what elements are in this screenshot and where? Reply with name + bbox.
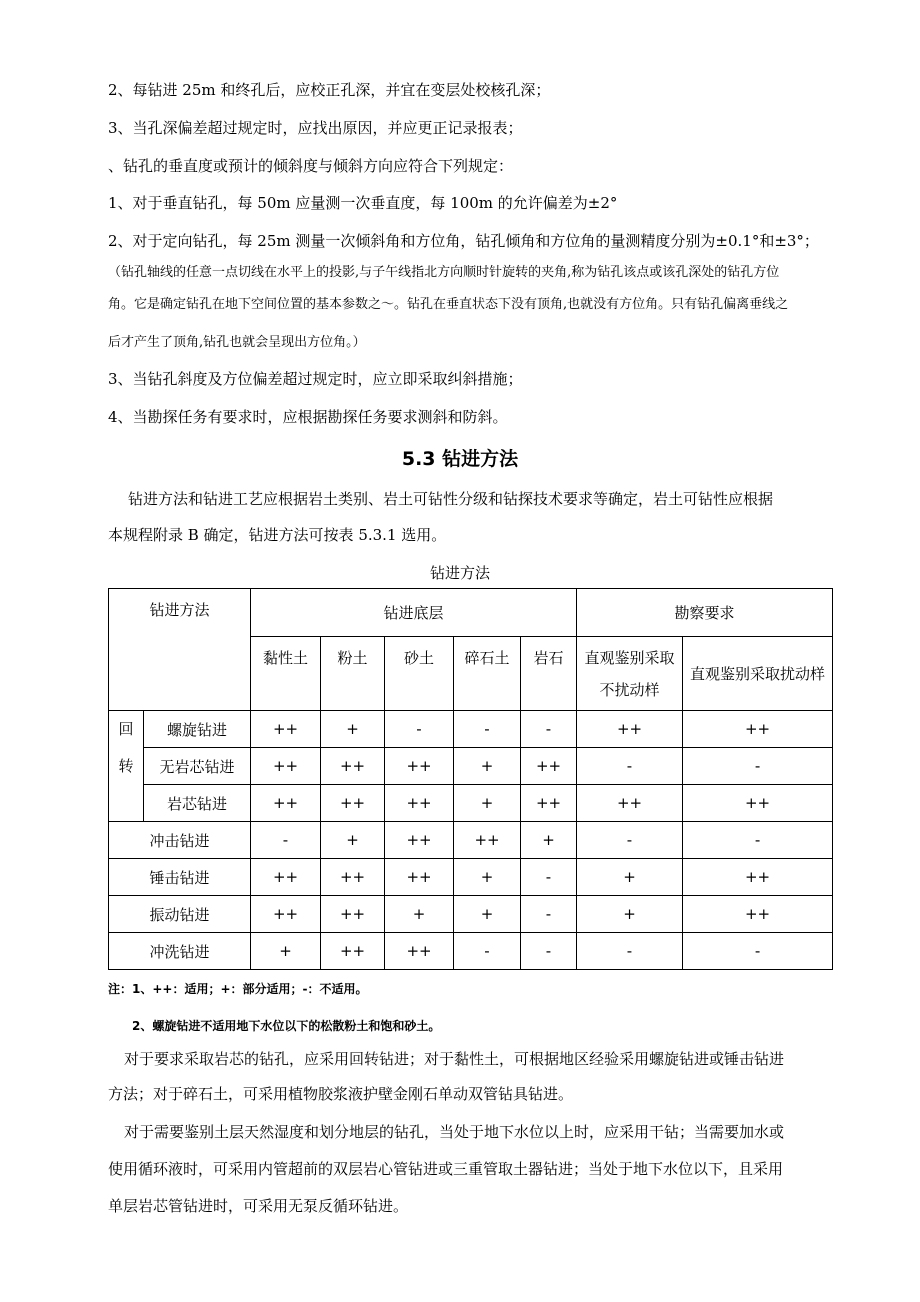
header-stratum: 钻进底层 [251, 589, 577, 637]
header-stratum-silt: 粉土 [321, 637, 385, 711]
header-stratum-gravel: 碎石土 [454, 637, 521, 711]
header-requirement: 勘察要求 [577, 589, 833, 637]
paragraph-moisture-3: 单层岩芯管钻进时，可采用无泵反循环钻进。 [108, 1197, 409, 1215]
table-cell: - [683, 822, 833, 859]
table-cell: ++ [577, 785, 683, 822]
table-cell: ++ [521, 748, 577, 785]
table-cell: + [577, 896, 683, 933]
header-stratum-rock: 岩石 [521, 637, 577, 711]
paragraph-core-sampling-1: 对于要求采取岩芯的钻孔，应采用回转钻进；对于黏性土，可根据地区经验采用螺旋钻进或锤击钻进 [124, 1050, 785, 1068]
table-cell: ++ [385, 822, 454, 859]
table-cell: + [251, 933, 321, 970]
paragraph-inclination-correction: 3、当钻孔斜度及方位偏差超过规定时，应立即采取纠斜措施； [108, 370, 523, 388]
table-cell: ++ [251, 711, 321, 748]
table-cell: ++ [683, 896, 833, 933]
table-cell: ++ [321, 785, 385, 822]
table-cell: - [251, 822, 321, 859]
table-cell: + [521, 822, 577, 859]
row-name: 冲击钻进 [109, 822, 251, 859]
paragraph-depth-deviation: 3、当孔深偏差超过规定时，应找出原因，并应更正记录报表； [108, 119, 523, 137]
paragraph-survey-requirement: 4、当勘探任务有要求时，应根据勘探任务要求测斜和防斜。 [108, 408, 508, 426]
table-cell: + [454, 748, 521, 785]
table-cell: ++ [577, 711, 683, 748]
table-cell: ++ [251, 859, 321, 896]
paragraph-moisture-2: 使用循环液时，可采用内管超前的双层岩心管钻进或三重管取土器钻进；当处于地下水位以下，且采用 [108, 1160, 784, 1178]
table-cell: ++ [385, 933, 454, 970]
table-cell: ++ [321, 748, 385, 785]
table-cell: - [385, 711, 454, 748]
paragraph-directional-hole: 2、对于定向钻孔，每 25m 测量一次倾斜角和方位角，钻孔倾角和方位角的量测精度分别为±0.1°和±3°； [108, 232, 819, 250]
paragraph-vertical-hole: 1、对于垂直钻孔，每 50m 应量测一次垂直度，每 100m 的允许偏差为±2° [108, 194, 618, 212]
table-cell: - [521, 711, 577, 748]
table-cell: - [577, 933, 683, 970]
table-cell: ++ [683, 785, 833, 822]
table-cell: + [321, 711, 385, 748]
table-caption: 钻进方法 [429, 564, 490, 582]
row-name: 岩芯钻进 [144, 785, 251, 822]
table-cell: ++ [683, 859, 833, 896]
header-stratum-cohesive: 黏性土 [251, 637, 321, 711]
row-name: 锤击钻进 [109, 859, 251, 896]
header-drilling-method: 钻进方法 [109, 589, 251, 711]
table-cell: ++ [454, 822, 521, 859]
group-rotary-char-2: 转 [118, 757, 134, 775]
table-cell: ++ [385, 748, 454, 785]
row-name: 振动钻进 [109, 896, 251, 933]
table-cell: ++ [321, 859, 385, 896]
table-cell: - [454, 933, 521, 970]
table-cell: ++ [251, 748, 321, 785]
header-req-undisturbed: 直观鉴别采取不扰动样 [577, 637, 683, 711]
drilling-method-table [108, 588, 833, 970]
row-name: 无岩芯钻进 [144, 748, 251, 785]
table-cell: - [683, 933, 833, 970]
table-note-legend: 注：1、++：适用；+：部分适用；-：不适用。 [108, 982, 368, 996]
table-cell: + [577, 859, 683, 896]
table-cell: + [454, 785, 521, 822]
paragraph-intro-1: 钻进方法和钻进工艺应根据岩土类别、岩土可钻性分级和钻探技术要求等确定，岩土可钻性应根据 [128, 490, 774, 508]
table-cell: ++ [385, 859, 454, 896]
table-cell: + [454, 859, 521, 896]
table-cell: - [521, 859, 577, 896]
paragraph-intro-2: 本规程附录 B 确定，钻进方法可按表 5.3.1 选用。 [108, 526, 447, 544]
group-rotary-char-1: 回 [118, 720, 134, 738]
group-rotary [109, 711, 144, 822]
paragraph-verticality-rule: 、钻孔的垂直度或预计的倾斜度与倾斜方向应符合下列规定： [108, 157, 514, 175]
table-cell: ++ [321, 933, 385, 970]
table-cell: - [577, 748, 683, 785]
paragraph-core-sampling-2: 方法；对于碎石土，可采用植物胶浆液护壁金刚石单动双管钻具钻进。 [108, 1085, 574, 1103]
paragraph-depth-check: 2、每钻进 25m 和终孔后，应校正孔深，并宜在变层处校核孔深； [108, 81, 551, 99]
table-cell: ++ [683, 711, 833, 748]
row-name: 冲洗钻进 [109, 933, 251, 970]
table-cell: - [521, 896, 577, 933]
paragraph-azimuth-note-3: 后才产生了顶角,钻孔也就会呈现出方位角。） [108, 335, 366, 350]
table-cell: ++ [251, 896, 321, 933]
table-cell: - [577, 822, 683, 859]
table-cell: - [454, 711, 521, 748]
table-cell: - [683, 748, 833, 785]
table-cell: + [321, 822, 385, 859]
section-heading: 5.3 钻进方法 [401, 448, 519, 470]
table-cell: ++ [385, 785, 454, 822]
table-cell: - [521, 933, 577, 970]
table-note-auger: 2、螺旋钻进不适用地下水位以下的松散粉土和饱和砂土。 [132, 1019, 441, 1033]
paragraph-azimuth-note-2: 角。它是确定钻孔在地下空间位置的基本参数之～。钻孔在垂直状态下没有顶角,也就没有方位角。只有钻孔偏离垂线之 [108, 297, 789, 312]
header-stratum-sand: 砂土 [385, 637, 454, 711]
header-req-disturbed: 直观鉴别采取扰动样 [683, 637, 833, 711]
table-cell: + [454, 896, 521, 933]
paragraph-azimuth-note-1: （钻孔轴线的任意一点切线在水平上的投影,与子午线指北方向顺时针旋转的夹角,称为钻孔该点或该孔深处的钻孔方位 [108, 265, 780, 280]
paragraph-moisture-1: 对于需要鉴别土层天然湿度和划分地层的钻孔，当处于地下水位以上时，应采用干钻；当需要加水或 [124, 1123, 785, 1141]
row-name: 螺旋钻进 [144, 711, 251, 748]
table-cell: ++ [321, 896, 385, 933]
table-cell: + [385, 896, 454, 933]
table-cell: ++ [251, 785, 321, 822]
table-cell: ++ [521, 785, 577, 822]
